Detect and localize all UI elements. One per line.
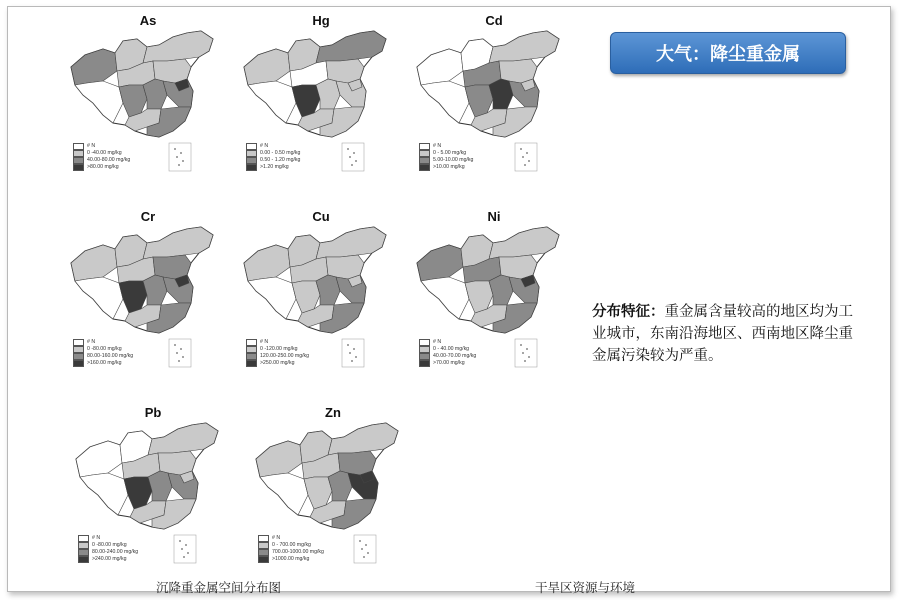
legend-swatch: [246, 353, 257, 360]
legend-row: [246, 339, 356, 346]
legend-row: [246, 164, 356, 171]
legend-row: [73, 164, 183, 171]
legend-label: 80.00-240.00 mg/kg: [92, 549, 139, 555]
legend-label: >160.00 mg/kg: [87, 360, 122, 366]
legend-swatch: [73, 353, 84, 360]
province-region: [143, 227, 213, 259]
map-legend: [73, 339, 183, 367]
legend-swatch: [73, 157, 84, 164]
china-map: [236, 27, 396, 202]
map-title: Zn: [325, 405, 341, 420]
china-map: [63, 27, 223, 202]
legend-label: 0.50 - 1.20 mg/kg: [260, 157, 301, 163]
province-region: [248, 81, 296, 123]
figure-caption: 沉降重金属空间分布图: [156, 580, 282, 595]
map-title: Cr: [140, 209, 156, 224]
legend-label: # N: [87, 143, 96, 149]
legend-row: [258, 535, 368, 542]
china-map: [63, 223, 223, 398]
china-map: [248, 419, 408, 594]
legend-row: [419, 164, 529, 171]
legend-label: # N: [260, 339, 269, 345]
province-region: [316, 227, 386, 259]
province-region: [421, 81, 469, 123]
map-panel-ni: [409, 211, 579, 396]
legend-swatch: [73, 360, 84, 367]
legend-swatch: [419, 339, 430, 346]
province-region: [316, 31, 386, 63]
legend-label: 0.00 - 0.50 mg/kg: [260, 150, 301, 156]
map-panel-cr: [63, 211, 233, 396]
legend-swatch: [246, 157, 257, 164]
source-caption: 干旱区资源与环境: [535, 580, 636, 595]
map-title: Cd: [485, 13, 503, 28]
legend-label: # N: [433, 143, 442, 149]
legend-swatch: [419, 353, 430, 360]
province-region: [248, 277, 296, 319]
province-region: [75, 277, 123, 319]
legend-row: [419, 360, 529, 367]
map-panel-cu: [236, 211, 406, 396]
legend-label: # N: [433, 339, 442, 345]
section-banner: [610, 32, 846, 74]
china-map: [68, 419, 228, 594]
province-region: [489, 227, 559, 259]
map-legend: [258, 535, 368, 563]
legend-row: [78, 535, 188, 542]
map-legend: [419, 339, 529, 367]
legend-label: 700.00-1000.00 mg/kg: [272, 549, 324, 555]
map-title: As: [139, 13, 157, 28]
legend-label: # N: [87, 339, 96, 345]
legend-swatch: [246, 360, 257, 367]
map-title: Pb: [144, 405, 162, 420]
description-text: 重金属含量较高的地区均为工业城市，东南沿海地区、西南地区降尘重金属污染较为严重。: [592, 304, 853, 364]
legend-label: 40.00-80.00 mg/kg: [87, 157, 131, 163]
legend-label: # N: [260, 143, 269, 149]
legend-swatch: [73, 150, 84, 157]
map-panel-hg: [236, 15, 406, 200]
legend-row: [419, 157, 529, 164]
province-region: [328, 423, 398, 455]
legend-row: [419, 339, 529, 346]
province-region: [489, 31, 559, 63]
legend-label: 0 -80.00 mg/kg: [92, 542, 127, 548]
legend-row: [73, 157, 183, 164]
legend-swatch: [246, 164, 257, 171]
map-legend: [73, 143, 183, 171]
legend-row: [73, 360, 183, 367]
legend-swatch: [419, 150, 430, 157]
province-region: [75, 81, 123, 123]
legend-label: # N: [272, 535, 281, 541]
province-region: [421, 277, 469, 319]
legend-row: [73, 339, 183, 346]
distribution-description: [592, 301, 856, 367]
legend-label: 0 - 700.00 mg/kg: [272, 542, 311, 548]
legend-label: 0 - 5.00 mg/kg: [433, 150, 467, 156]
legend-label: >250.00 mg/kg: [260, 360, 295, 366]
legend-row: [73, 143, 183, 150]
legend-label: # N: [92, 535, 101, 541]
legend-row: [246, 353, 356, 360]
map-title: Cu: [312, 209, 330, 224]
legend-swatch: [73, 346, 84, 353]
legend-swatch: [78, 549, 89, 556]
legend-row: [73, 346, 183, 353]
legend-row: [246, 143, 356, 150]
legend-label: 0 - 40.00 mg/kg: [433, 346, 470, 352]
legend-swatch: [258, 535, 269, 542]
legend-row: [419, 353, 529, 360]
legend-row: [419, 346, 529, 353]
legend-label: >80.00 mg/kg: [87, 164, 119, 170]
province-region: [260, 473, 308, 515]
legend-row: [246, 346, 356, 353]
legend-label: 80.00-160.00 mg/kg: [87, 353, 134, 359]
legend-swatch: [73, 164, 84, 171]
province-region: [148, 423, 218, 455]
legend-swatch: [419, 164, 430, 171]
china-map: [409, 223, 569, 398]
legend-swatch: [246, 150, 257, 157]
legend-label: 120.00-250.00 mg/kg: [260, 353, 310, 359]
legend-swatch: [78, 542, 89, 549]
legend-swatch: [246, 339, 257, 346]
map-panel-zn: [248, 407, 418, 592]
legend-swatch: [419, 346, 430, 353]
legend-label: >10.00 mg/kg: [433, 164, 465, 170]
legend-row: [78, 556, 188, 563]
legend-swatch: [73, 339, 84, 346]
legend-swatch: [73, 143, 84, 150]
legend-label: 5.00-10.00 mg/kg: [433, 157, 474, 163]
legend-label: >240.00 mg/kg: [92, 556, 127, 562]
map-panel-pb: [68, 407, 238, 592]
map-title: Hg: [312, 13, 330, 28]
legend-row: [73, 150, 183, 157]
legend-row: [73, 353, 183, 360]
legend-row: [419, 143, 529, 150]
legend-swatch: [246, 346, 257, 353]
china-map: [409, 27, 569, 202]
legend-label: 40.00-70.00 mg/kg: [433, 353, 477, 359]
map-title: Ni: [487, 209, 501, 224]
legend-label: >1.20 mg/kg: [260, 164, 289, 170]
legend-swatch: [419, 143, 430, 150]
description-label: 分布特征：: [592, 304, 665, 320]
legend-swatch: [258, 556, 269, 563]
legend-label: 0 -40.00 mg/kg: [87, 150, 122, 156]
legend-row: [258, 556, 368, 563]
legend-swatch: [246, 143, 257, 150]
map-panel-as: [63, 15, 233, 200]
map-legend: [246, 143, 356, 171]
legend-swatch: [258, 549, 269, 556]
legend-label: >1000.00 mg/kg: [272, 556, 310, 562]
legend-row: [246, 360, 356, 367]
province-region: [80, 473, 128, 515]
legend-swatch: [419, 360, 430, 367]
legend-row: [78, 542, 188, 549]
legend-row: [258, 549, 368, 556]
province-region: [143, 31, 213, 63]
slide: [7, 6, 891, 595]
legend-row: [78, 549, 188, 556]
legend-label: 0 -120.00 mg/kg: [260, 346, 298, 352]
legend-row: [258, 542, 368, 549]
legend-swatch: [258, 542, 269, 549]
legend-row: [246, 150, 356, 157]
legend-swatch: [419, 157, 430, 164]
map-panel-cd: [409, 15, 579, 200]
legend-swatch: [78, 535, 89, 542]
legend-label: 0 -80.00 mg/kg: [87, 346, 122, 352]
map-legend: [78, 535, 188, 563]
legend-swatch: [78, 556, 89, 563]
legend-label: >70.00 mg/kg: [433, 360, 465, 366]
map-legend: [419, 143, 529, 171]
map-legend: [246, 339, 356, 367]
banner-title: 大气：降尘重金属: [656, 44, 800, 65]
legend-row: [419, 150, 529, 157]
china-map: [236, 223, 396, 398]
legend-row: [246, 157, 356, 164]
